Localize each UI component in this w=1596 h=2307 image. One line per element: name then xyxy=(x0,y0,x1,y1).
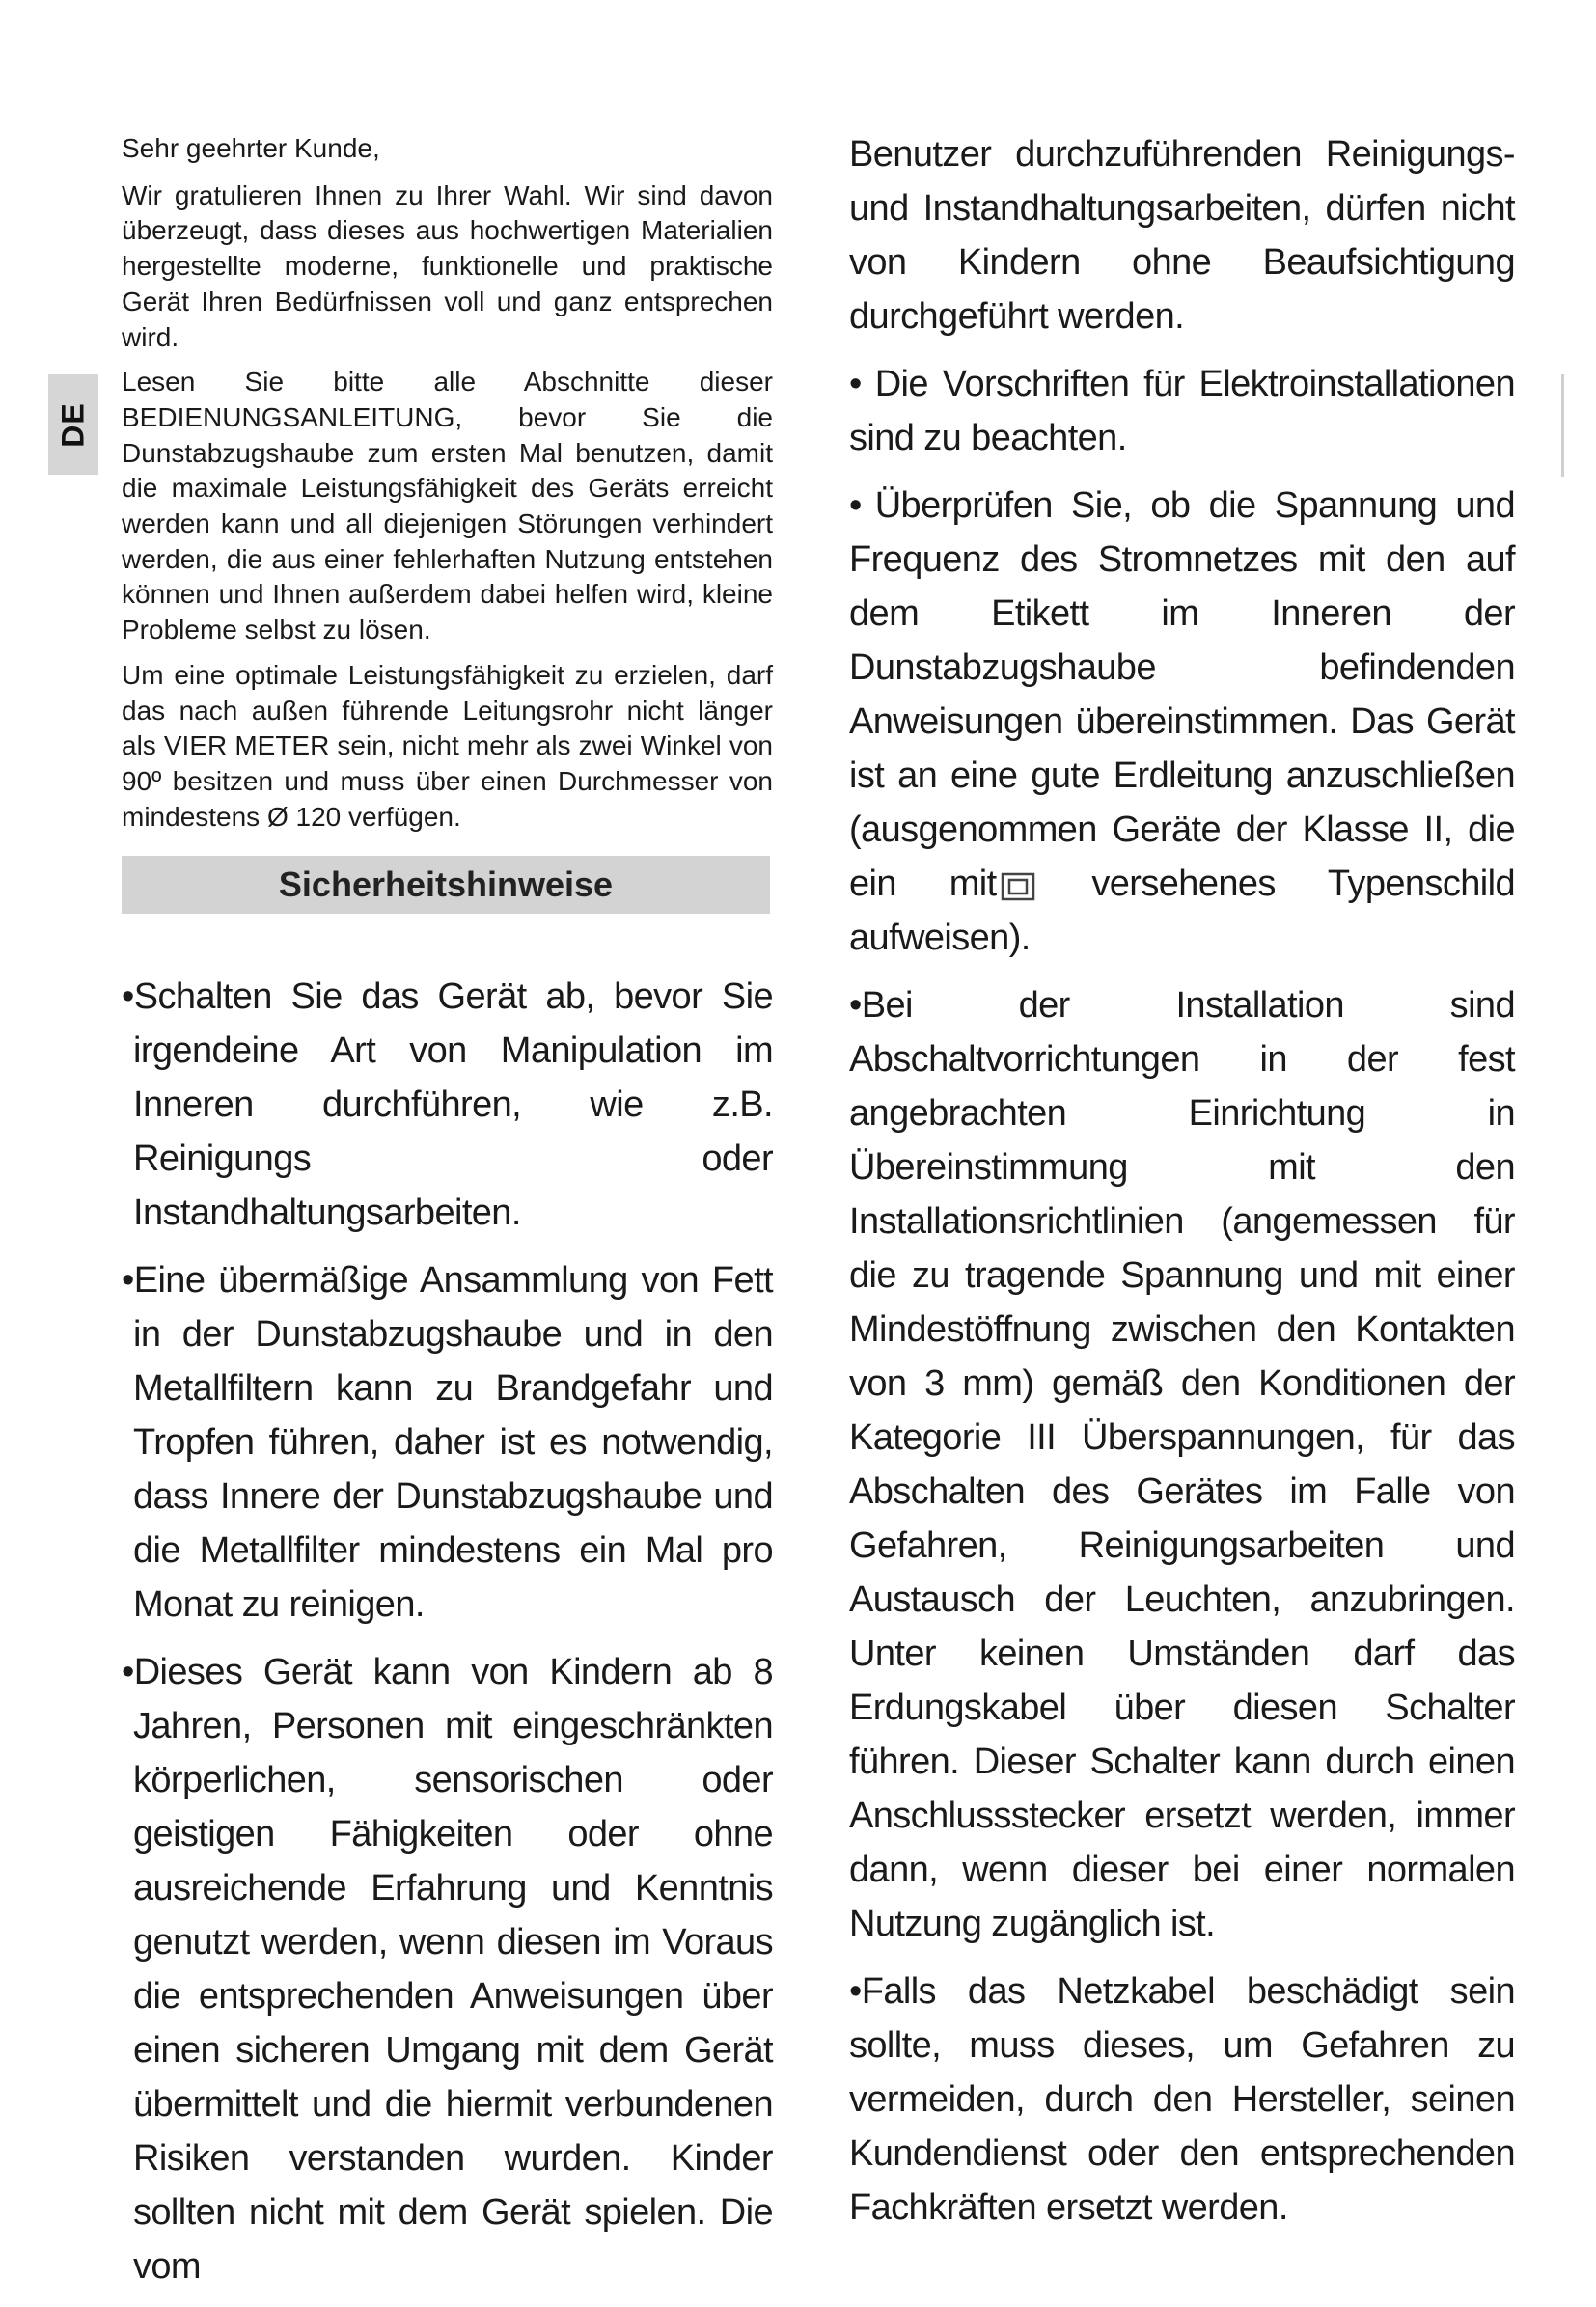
intro-paragraph-congratulations: Wir gratulieren Ihnen zu Ihrer Wahl. Wir sind davon überzeugt, dass dieses aus hochwertigen Materialien hergestellte moderne, funktionelle und praktische Gerät Ihren Bedürfnissen voll und ganz entsprechen wird. xyxy=(122,179,773,352)
safety-list-left xyxy=(122,970,773,2293)
safety-item-installation: •Bei der Installation sind Abschaltvorrichtungen in der fest angebrachten Einrichtung in Übereinstimmung mit den Installationsrichtlinien (angemessen für die zu tragende Spannung und mit einer Mindestöffnung zwischen den Kontakten von 3 mm) gemäß den Konditionen der Kategorie III Überspannungen, für das Abschalten des Gerätes im Falle von Gefahren, Reinigungsarbeiten und Austausch der Leuchten, anzubringen. Unter keinen Umständen darf das Erdungskabel über diesen Schalter führen. Dieser Schalter kann durch einen Anschlussstecker ersetzt werden, immer dann, wenn dieser bei einer normalen Nutzung zugänglich ist. xyxy=(849,985,1515,1944)
bullet: • xyxy=(849,364,862,404)
safety-item-grease-cleaning: •Eine übermäßige Ansammlung von Fett in der Dunstabzugshaube und in den Metallfiltern kann zu Brandgefahr und Tropfen führen, daher ist es notwendig, dass Innere der Dunstabzugshaube und die Metallfilter mindestens ein Mal pro Monat zu reinigen. xyxy=(122,1260,773,1626)
item-text-before-symbol: Überprüfen Sie, ob die Spannung und Frequenz des Stromnetzes mit den auf dem Etikett im Inneren der Dunstabzugshaube befindenden Anweisungen übereinstimmen. Das Gerät ist an eine gute Erdleitung anzuschließen (ausgenommen Geräte der Klasse II, die ein mit xyxy=(849,485,1515,904)
greeting: Sehr geehrter Kunde, xyxy=(122,133,380,163)
safety-item-switch-off: •Schalten Sie das Gerät ab, bevor Sie irgendeine Art von Manipulation im Inneren durchführen, wie z.B. Reinigungs oder Instandhaltungsarbeiten. xyxy=(122,976,773,1234)
safety-item-voltage-check xyxy=(849,479,1515,965)
language-code: DE xyxy=(55,401,91,448)
intro-paragraph-read-manual: Lesen Sie bitte alle Abschnitte dieser BEDIENUNGSANLEITUNG, bevor Sie die Dunstabzugshaube zum ersten Mal benutzen, damit die maximale Leistungsfähigkeit des Geräts erreicht werden kann und all diejenigen Störungen verhindert werden, die aus einer fehlerhaften Nutzung entstehen können und Ihnen außerdem dabei helfen wird, kleine Probleme selbst zu lösen. xyxy=(122,367,773,645)
safety-item-electrical-rules xyxy=(849,357,1515,465)
left-column xyxy=(122,131,773,2307)
language-tab xyxy=(48,374,98,475)
bullet: • xyxy=(849,485,862,526)
safety-item-continuation: Benutzer durchzuführenden Reinigungs- und Instandhaltungsarbeiten, dürfen nicht von Kindern ohne Beaufsichtigung durchgeführt werden. xyxy=(849,134,1515,337)
safety-item-power-cable: •Falls das Netzkabel beschädigt sein sollte, muss dieses, um Gefahren zu vermeiden, durch den Hersteller, seinen Kundendienst oder den entsprechenden Fachkräften ersetzt werden. xyxy=(849,1971,1515,2228)
item-text: Die Vorschriften für Elektroinstallationen sind zu beachten. xyxy=(849,364,1515,458)
section-title: Sicherheitshinweise xyxy=(278,865,614,905)
intro-block xyxy=(122,131,773,835)
class-ii-double-insulation-icon xyxy=(1001,872,1035,901)
safety-list-right xyxy=(849,127,1515,2235)
safety-item-children-usage: •Dieses Gerät kann von Kindern ab 8 Jahren, Personen mit eingeschränkten körperlichen, sensorischen oder geistigen Fähigkeiten oder ohne ausreichende Erfahrung und Kenntnis genutzt werden, wenn diesen im Voraus die entsprechenden Anweisungen über einen sicheren Umgang mit dem Gerät übermittelt und die hiermit verbundenen Risiken verstanden wurden. Kinder sollten nicht mit dem Gerät spielen. Die vom xyxy=(122,1652,773,2288)
section-header-safety xyxy=(122,856,770,914)
right-margin-rule xyxy=(1561,374,1564,477)
right-column xyxy=(849,127,1515,2248)
item-text-after-symbol: versehenes Typenschild aufweisen). xyxy=(849,864,1515,958)
intro-paragraph-duct-requirements: Um eine optimale Leistungsfähigkeit zu erzielen, darf das nach außen führende Leitungsrohr nicht länger als VIER METER sein, nicht mehr als zwei Winkel von 90º besitzen und muss über einen Durchmesser von mindestens Ø 120 verfügen. xyxy=(122,659,773,832)
